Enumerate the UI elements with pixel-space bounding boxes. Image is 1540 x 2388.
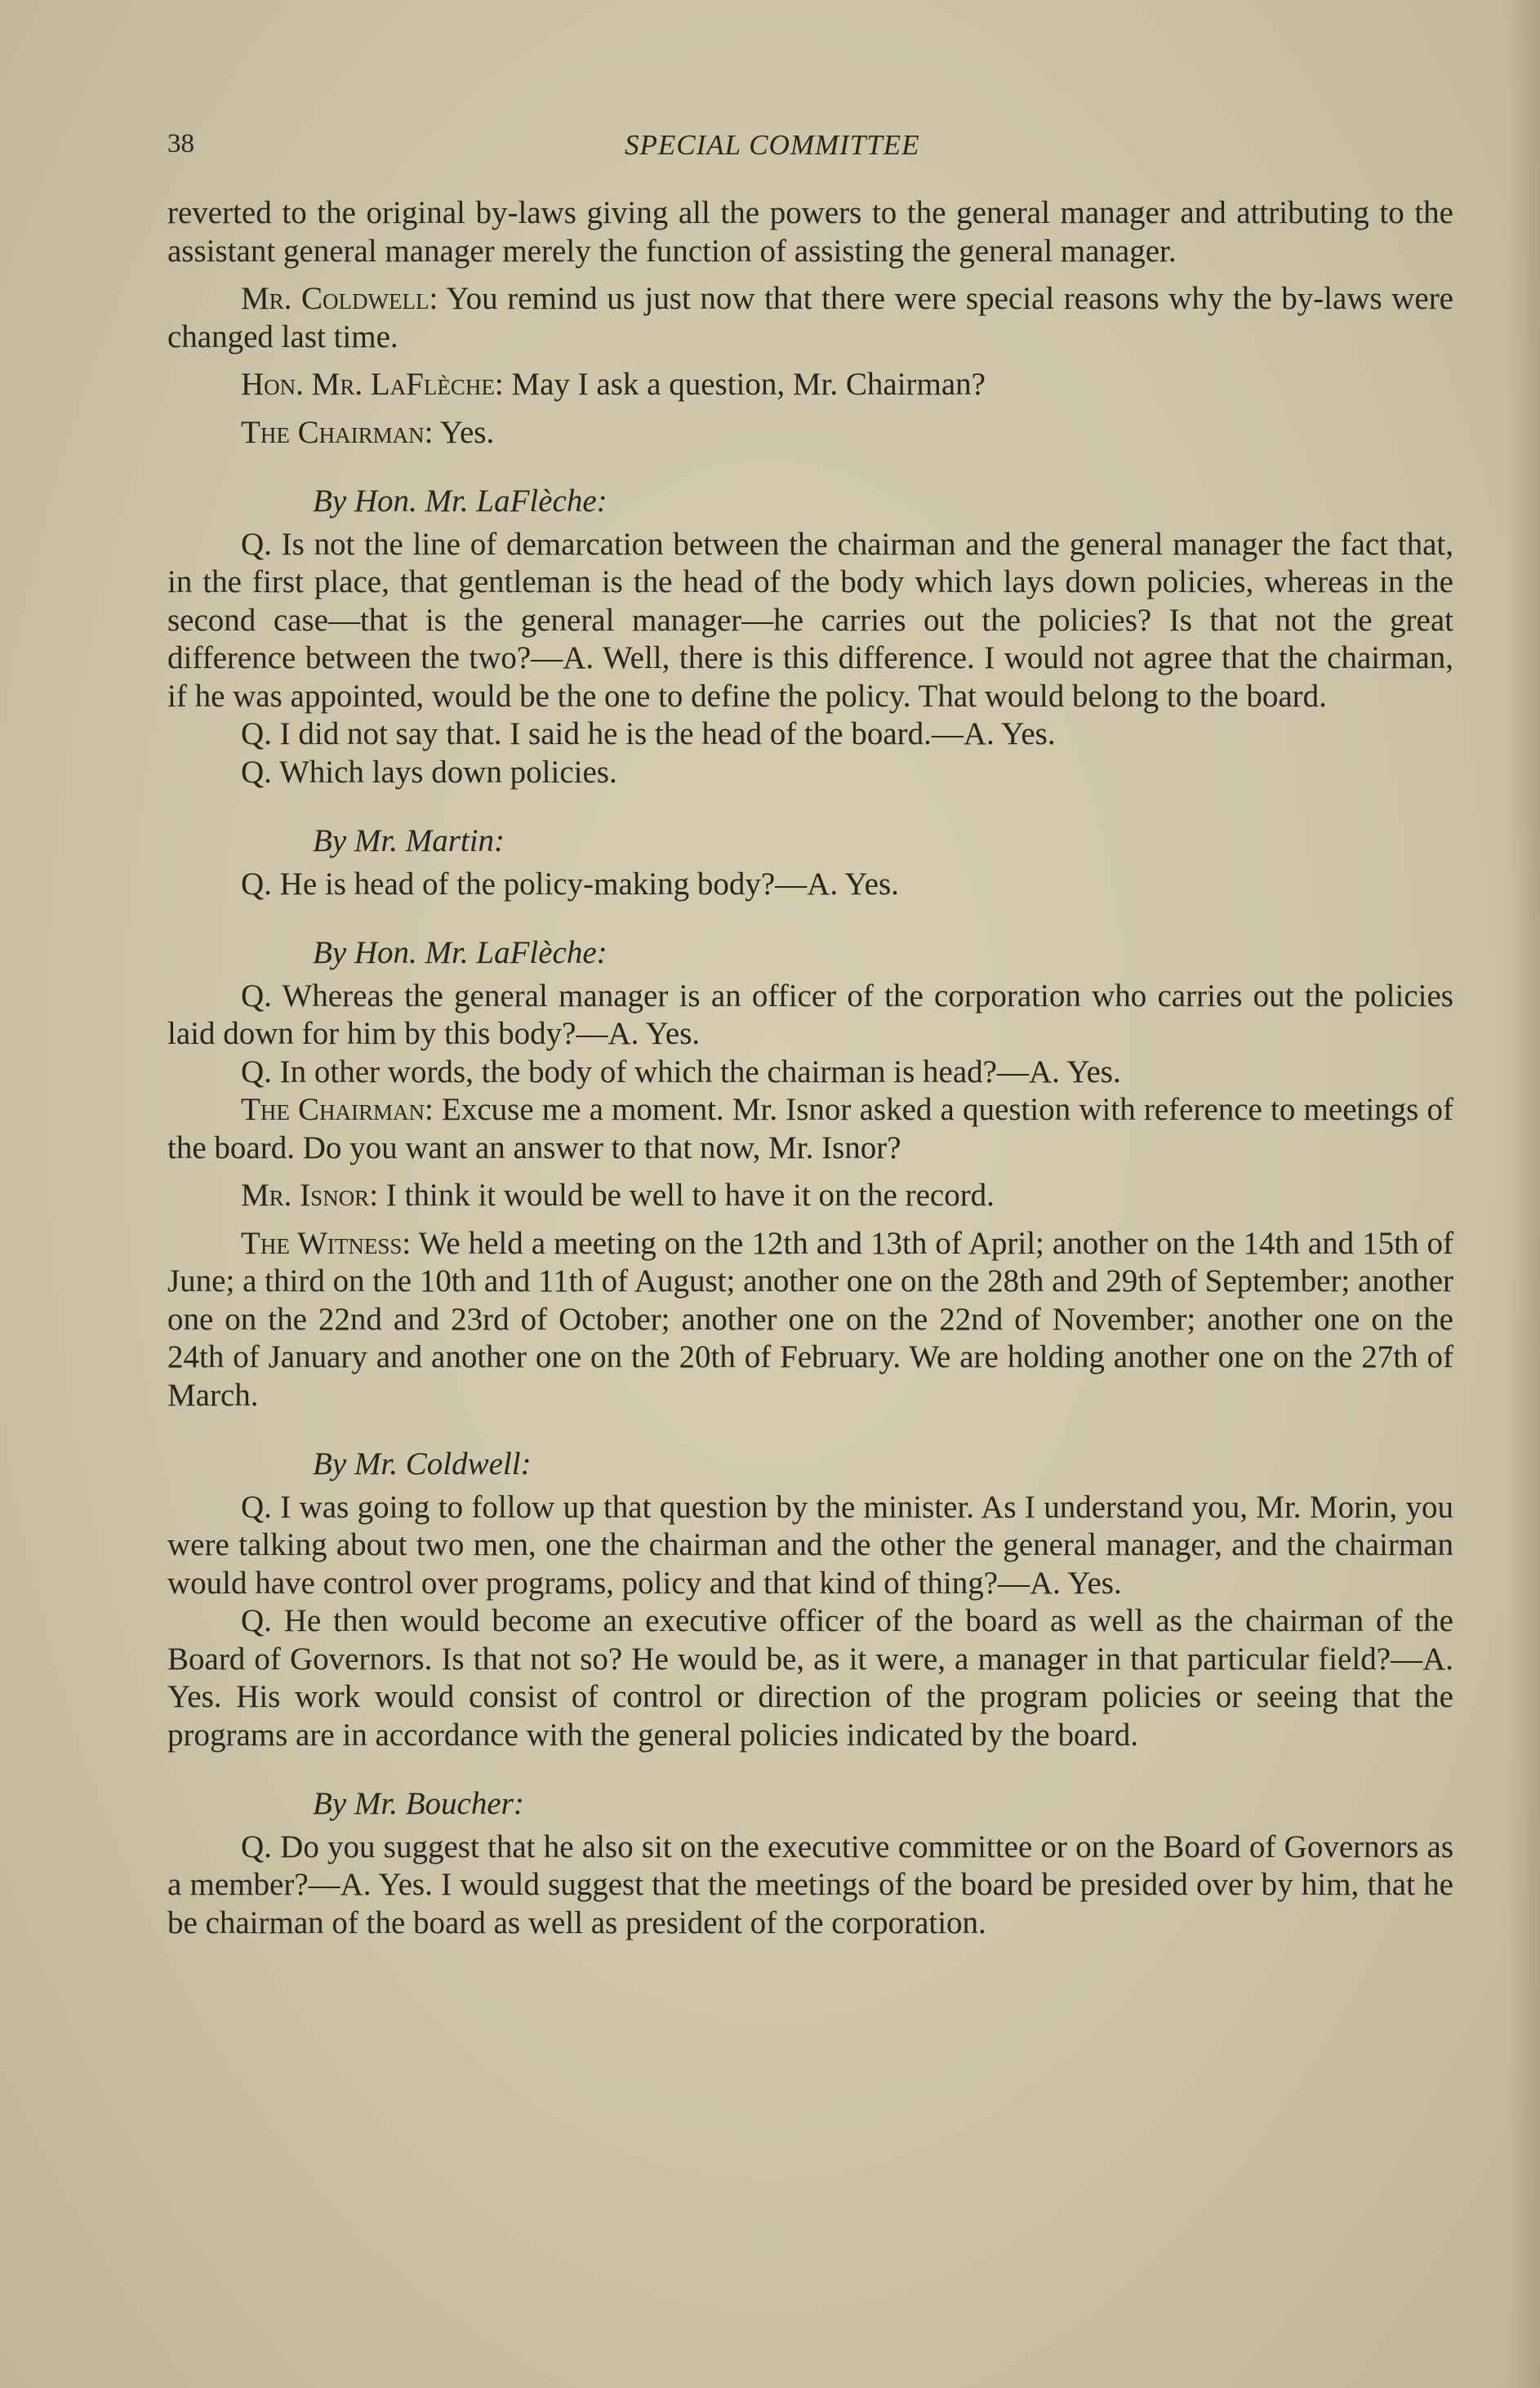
paragraph: Mr. Isnor: I think it would be well to have it on the record.: [241, 1178, 995, 1213]
page-edge-shadow: [1507, 0, 1540, 2388]
examiner-byline: By Hon. Mr. LaFlèche:: [313, 483, 608, 519]
paragraph: The Chairman: Excuse me a moment. Mr. Isnor asked a question with reference to meetings of the board. Do you want an answer to that now, Mr. Isnor?: [167, 1092, 1454, 1165]
running-title: SPECIAL COMMITTEE: [625, 129, 920, 161]
paragraph: Hon. Mr. LaFlèche: May I ask a question, Mr. Chairman?: [241, 367, 986, 402]
paragraph: Q. In other words, the body of which the chairman is head?—A. Yes.: [241, 1054, 1121, 1089]
speaker-name: Hon. Mr. LaFlèche:: [241, 367, 504, 402]
page-header: [167, 129, 1458, 170]
paragraph: Q. Do you suggest that he also sit on the executive committee or on the Board of Governors as a member?—A. Yes. I would suggest that the meetings of the board be presided over by him, that he be chairman of the board as well as president of the corporation.: [167, 1829, 1453, 1940]
speaker-name: The Witness:: [241, 1225, 412, 1261]
paragraph: Q. He then would become an executive officer of the board as well as the chairman of the Board of Governors. Is that not so? He would be, as it were, a manager in that particular field?—A. Yes. His work would consist of control or direction of the program policies or seeing that the programs are in accordance with the general policies indicated by the board.: [167, 1603, 1453, 1753]
speaker-name: Mr. Isnor:: [241, 1178, 379, 1213]
paragraph: The Chairman: Yes.: [241, 414, 495, 450]
examiner-byline: By Mr. Coldwell:: [313, 1446, 532, 1481]
page-number: 38: [167, 129, 194, 158]
speaker-name: Mr. Coldwell:: [241, 281, 438, 316]
paragraph: Mr. Coldwell: You remind us just now that there were special reasons why the by-laws were changed last time.: [167, 281, 1453, 354]
paragraph: Q. He is head of the policy-making body?—A. Yes.: [241, 866, 899, 902]
speaker-name: The Chairman:: [241, 1092, 434, 1127]
paragraph: reverted to the original by-laws giving all the powers to the general manager and attributing to the assistant general manager merely the function of assisting the general manager.: [167, 195, 1453, 269]
paragraph: Q. I did not say that. I said he is the head of the board.—A. Yes.: [241, 716, 1056, 751]
examiner-byline: By Mr. Martin:: [313, 823, 505, 858]
paragraph: Q. Is not the line of demarcation between the chairman and the general manager the fact that, in the first place, that gentleman is the head of the body which lays down policies, whereas in the second case—that is the general manager—he carries out the policies? Is that not the great difference between the two?—A. Well, there is this difference. I would not agree that the chairman, if he was appointed, would be the one to define the policy. That would belong to the board.: [167, 526, 1453, 714]
paragraph: Q. Which lays down policies.: [241, 754, 617, 790]
examiner-byline: By Hon. Mr. LaFlèche:: [313, 935, 608, 970]
paragraph: Q. Whereas the general manager is an officer of the corporation who carries out the policies laid down for him by this body?—A. Yes.: [167, 978, 1453, 1051]
paragraph: The Witness: We held a meeting on the 12th and 13th of April; another on the 14th and 15th of June; a third on the 10th and 11th of August; another one on the 28th and 29th of September; another one on the 22nd and 23rd of October; another one on the 22nd of November; another one on the 24th of January and another one on the 20th of February. We are holding another one on the 27th of March.: [167, 1225, 1453, 1413]
examiner-byline: By Mr. Boucher:: [313, 1786, 524, 1821]
body-text: [167, 194, 1453, 1942]
paragraph: Q. I was going to follow up that question by the minister. As I understand you, Mr. Morin, you were talking about two men, one the chairman and the other the general manager, and the chairman would have control over programs, policy and that kind of thing?—A. Yes.: [167, 1489, 1453, 1601]
speaker-name: The Chairman:: [241, 414, 434, 450]
